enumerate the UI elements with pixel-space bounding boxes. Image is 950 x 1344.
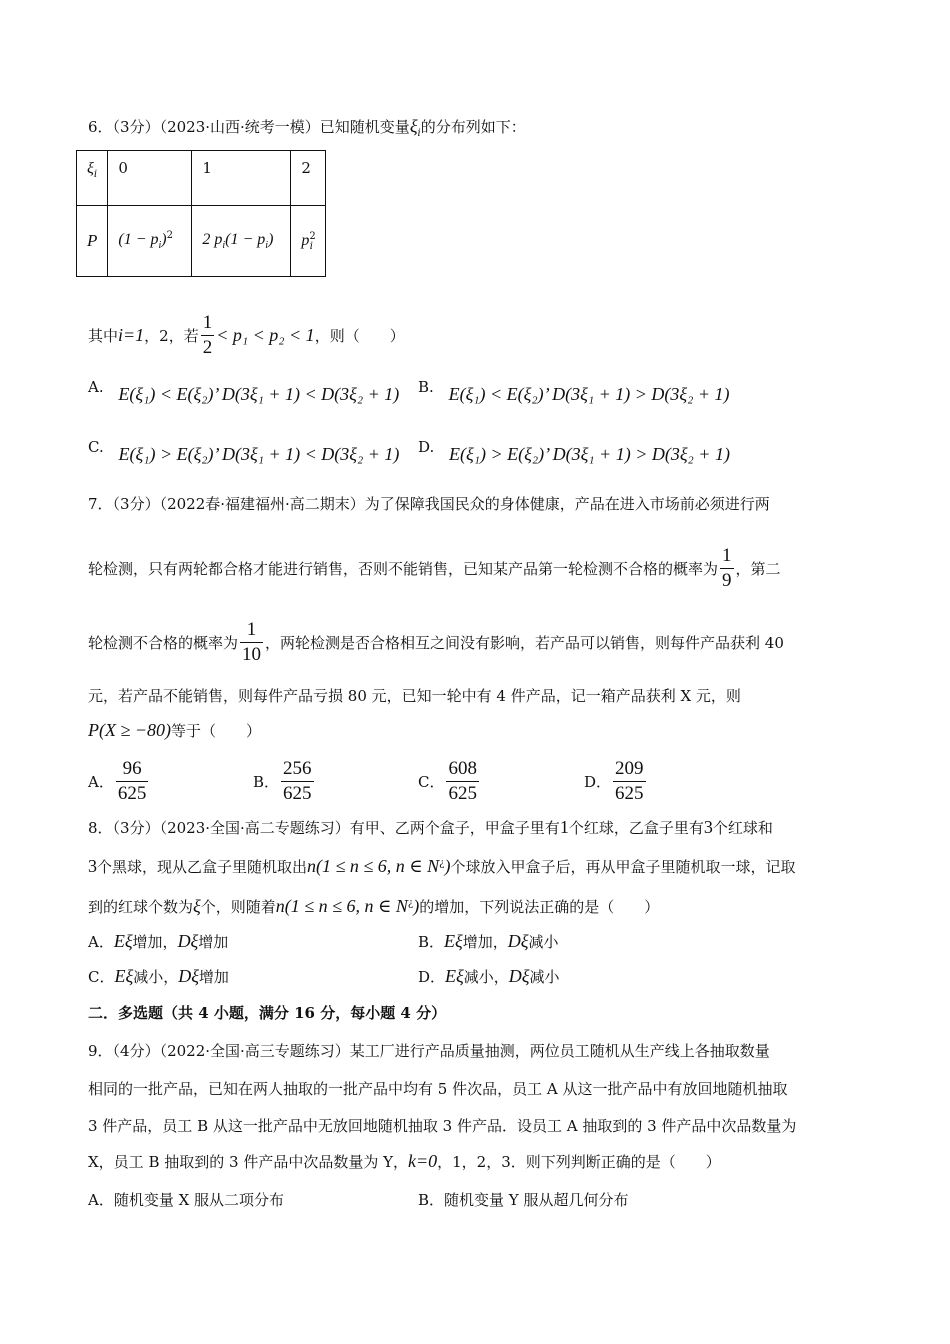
q7-line-3-b: ，两轮检测是否合格相互之间没有影响，若产品可以销售，则每件产品获利 40	[265, 634, 784, 652]
option-fraction: $\frac{96}{625}$	[117, 758, 147, 804]
option-e: Eξ	[445, 966, 464, 986]
table-row	[77, 151, 326, 206]
q8-line-1-b: 个红球，乙盒子里有	[568, 819, 704, 837]
q8-line-2-sup: ¿	[439, 858, 445, 869]
option-fraction: $\frac{256}{625}$	[283, 758, 312, 804]
option-d: Dξ	[507, 931, 529, 951]
q7-option-c[interactable]	[418, 758, 481, 805]
option-label: B．	[418, 933, 445, 951]
q8-line-2-n: 3	[88, 856, 97, 876]
option-label: B.	[418, 378, 434, 396]
q7-option-a[interactable]	[88, 758, 150, 805]
q8-line-3-expr: n(1 ≤ n ≤ 6, n ∈ N	[275, 896, 408, 916]
option-e: Eξ	[113, 931, 133, 951]
q7-fraction-1-9: $\frac{1}{9}$	[722, 545, 732, 591]
q7-line-2-b: ，第二	[735, 560, 781, 578]
option-label: D．	[584, 773, 612, 791]
option-expr: E(ξ₁) < E(ξ₂)’ D(3ξ₁ + 1) < D(3ξ₂ + 1)	[118, 384, 400, 404]
q8-line-2-b: 个球放入甲盒子后，再从甲盒子里随机取一球，记取	[450, 858, 796, 876]
option-d: Dξ	[178, 966, 199, 986]
q7-line-5-expr: P(X ≥ −80)	[88, 720, 172, 740]
table-cell: 2	[291, 151, 326, 206]
option-label: A.	[88, 378, 104, 396]
q7-line-2	[88, 545, 781, 592]
q8-line-1-a: 8．（3分）（2023·全国·高二专题练习）有甲、乙两个盒子，甲盒子里有	[88, 819, 560, 837]
option-label: A．	[88, 933, 114, 951]
q8-option-d[interactable]	[418, 966, 559, 987]
option-expr: E(ξ₁) < E(ξ₂)’ D(3ξ₁ + 1) > D(3ξ₂ + 1)	[448, 384, 730, 404]
option-label: B．	[418, 1191, 445, 1209]
option-d: Dξ	[508, 966, 530, 986]
q8-line-3-a: 到的红球个数为	[88, 898, 194, 916]
table-cell: 0	[108, 151, 192, 206]
q9-option-a[interactable]	[88, 1190, 284, 1210]
q9-line-4-b: ，1，2，3．则下列判断正确的是（ ）	[437, 1153, 721, 1171]
option-text: 增加	[198, 933, 229, 951]
q6-header	[88, 116, 526, 144]
q7-line-3-a: 轮检测不合格的概率为	[88, 634, 239, 652]
option-text: 减小	[528, 933, 559, 951]
q6-cond-fraction: $\frac{1}{2}$	[202, 312, 213, 358]
q8-line-2-close: )	[444, 856, 451, 876]
option-expr: E(ξ₁) > E(ξ₂)’ D(3ξ₁ + 1) < D(3ξ₂ + 1)	[118, 444, 400, 464]
q8-line-3-c: 的增加，下列说法正确的是（ ）	[419, 898, 660, 916]
q7-line-5-tail: 等于（ ）	[171, 722, 262, 740]
table-row	[77, 206, 326, 277]
q8-line-1-c: 个红球和	[712, 819, 773, 837]
option-fraction: $\frac{608}{625}$	[448, 758, 477, 804]
q8-line-3	[88, 896, 659, 917]
q6-header-tail: 的分布列如下：	[420, 118, 526, 136]
option-label: C．	[88, 968, 115, 986]
q9-line-4-a: X，员工 B 抽取到的 3 件产品中次品数量为 Y，	[88, 1153, 408, 1171]
table-cell: $\xi_i$	[77, 151, 108, 206]
q9-line-3: 3 件产品，员工 B 从这一批产品中无放回地随机抽取 3 件产品．设员工 A 抽取到的 3 件产品中次品数量为	[88, 1117, 797, 1135]
q6-option-b[interactable]	[418, 376, 730, 404]
table-cell: 2 $p_i(1 - p_i)$	[192, 206, 291, 277]
q9-line-2: 相同的一批产品，已知在两人抽取的一批产品中均有 5 件次品，员工 A 从这一批产品中有放回地随机抽取	[88, 1080, 788, 1098]
q9-line-4	[88, 1151, 721, 1172]
q7-line-1: 7．（3分）（2022春·福建福州·高二期末）为了保障我国民众的身体健康，产品在进入市场前必须进行两	[88, 495, 770, 513]
option-text: 减小，	[463, 968, 509, 986]
q6-cond-prefix: 其中	[88, 327, 119, 345]
q6-header-var-sub: i	[417, 128, 421, 139]
q8-line-1-n2: 3	[703, 817, 713, 837]
q6-cond-ineq: < p₁ < p₂ < 1	[216, 325, 315, 345]
q8-option-c[interactable]	[88, 966, 229, 987]
option-label: B．	[253, 773, 280, 791]
q8-option-a[interactable]	[88, 931, 228, 952]
q7-line-4: 元，若产品不能销售，则每件产品亏损 80 元，已知一轮中有 4 件产品，记一箱产品获利 X 元，则	[88, 687, 741, 705]
section-heading: 二．多选题（共 4 小题，满分 16 分，每小题 4 分）	[88, 1004, 447, 1022]
option-label: A．	[88, 773, 114, 791]
option-text: 增加，	[132, 933, 178, 951]
option-text: 增加，	[462, 933, 508, 951]
q6-option-d[interactable]	[418, 436, 730, 464]
option-text: 随机变量 X 服从二项分布	[113, 1191, 285, 1209]
option-text: 增加	[198, 968, 229, 986]
option-text: 随机变量 Y 服从超几何分布	[444, 1191, 629, 1209]
table-cell: $p^2_i$	[291, 206, 326, 277]
q7-option-b[interactable]	[253, 758, 316, 805]
q7-line-3	[88, 619, 784, 666]
q9-line-4-k: k=0	[408, 1151, 438, 1171]
q7-option-d[interactable]	[584, 758, 648, 805]
q8-line-2	[88, 856, 796, 877]
q6-header-text: 6．（3分）（2023·山西·统考一模）已知随机变量	[88, 118, 410, 136]
q8-line-3-b: 个，则随着	[200, 898, 276, 916]
q8-line-3-xi: ξ	[193, 896, 201, 916]
q9-option-b[interactable]	[418, 1190, 628, 1210]
q8-line-2-a: 个黑球，现从乙盒子里随机取出	[97, 858, 308, 876]
q7-line-5	[88, 720, 261, 741]
q6-cond-i: i=1	[118, 325, 145, 345]
q7-line-2-a: 轮检测，只有两轮都合格才能进行销售，否则不能销售，已知某产品第一轮检测不合格的概率为	[88, 560, 719, 578]
option-text: 减小	[529, 968, 560, 986]
q6-cond-tail: ，则（ ）	[314, 327, 405, 345]
q6-option-c[interactable]	[88, 436, 400, 464]
q8-line-3-sup: ¿	[407, 898, 414, 909]
q8-line-1-n1: 1	[559, 817, 569, 837]
q6-cond-mid: ，2，若	[144, 327, 199, 345]
table-cell: $(1 - p_i)^2$	[108, 206, 192, 277]
q8-line-2-expr: n(1 ≤ n ≤ 6, n ∈ N	[307, 856, 440, 876]
option-expr: E(ξ₁) > E(ξ₂)’ D(3ξ₁ + 1) > D(3ξ₂ + 1)	[449, 444, 730, 464]
table-cell: P	[77, 206, 108, 277]
q6-option-a[interactable]	[88, 376, 400, 404]
q8-line-3-close: )	[413, 896, 420, 916]
option-e: Eξ	[114, 966, 134, 986]
q6-distribution-table	[76, 150, 326, 277]
q8-line-1	[88, 817, 773, 838]
q8-option-b[interactable]	[418, 931, 558, 952]
q9-line-1: 9．（4分）（2022·全国·高三专题练习）某工厂进行产品质量抽测，两位员工随机从生产线上各抽取数量	[88, 1042, 770, 1060]
option-label: C.	[88, 438, 104, 456]
option-text: 减小，	[133, 968, 179, 986]
option-d: Dξ	[177, 931, 199, 951]
option-label: A．	[88, 1191, 114, 1209]
option-label: C．	[418, 773, 445, 791]
q6-header-var: ξ	[409, 116, 418, 136]
option-fraction: $\frac{209}{625}$	[615, 758, 644, 804]
option-e: Eξ	[444, 931, 463, 951]
table-cell: 1	[192, 151, 291, 206]
q7-fraction-1-10: $\frac{1}{10}$	[242, 619, 262, 665]
option-label: D.	[418, 438, 435, 456]
q6-condition	[88, 312, 405, 359]
option-label: D．	[418, 968, 446, 986]
